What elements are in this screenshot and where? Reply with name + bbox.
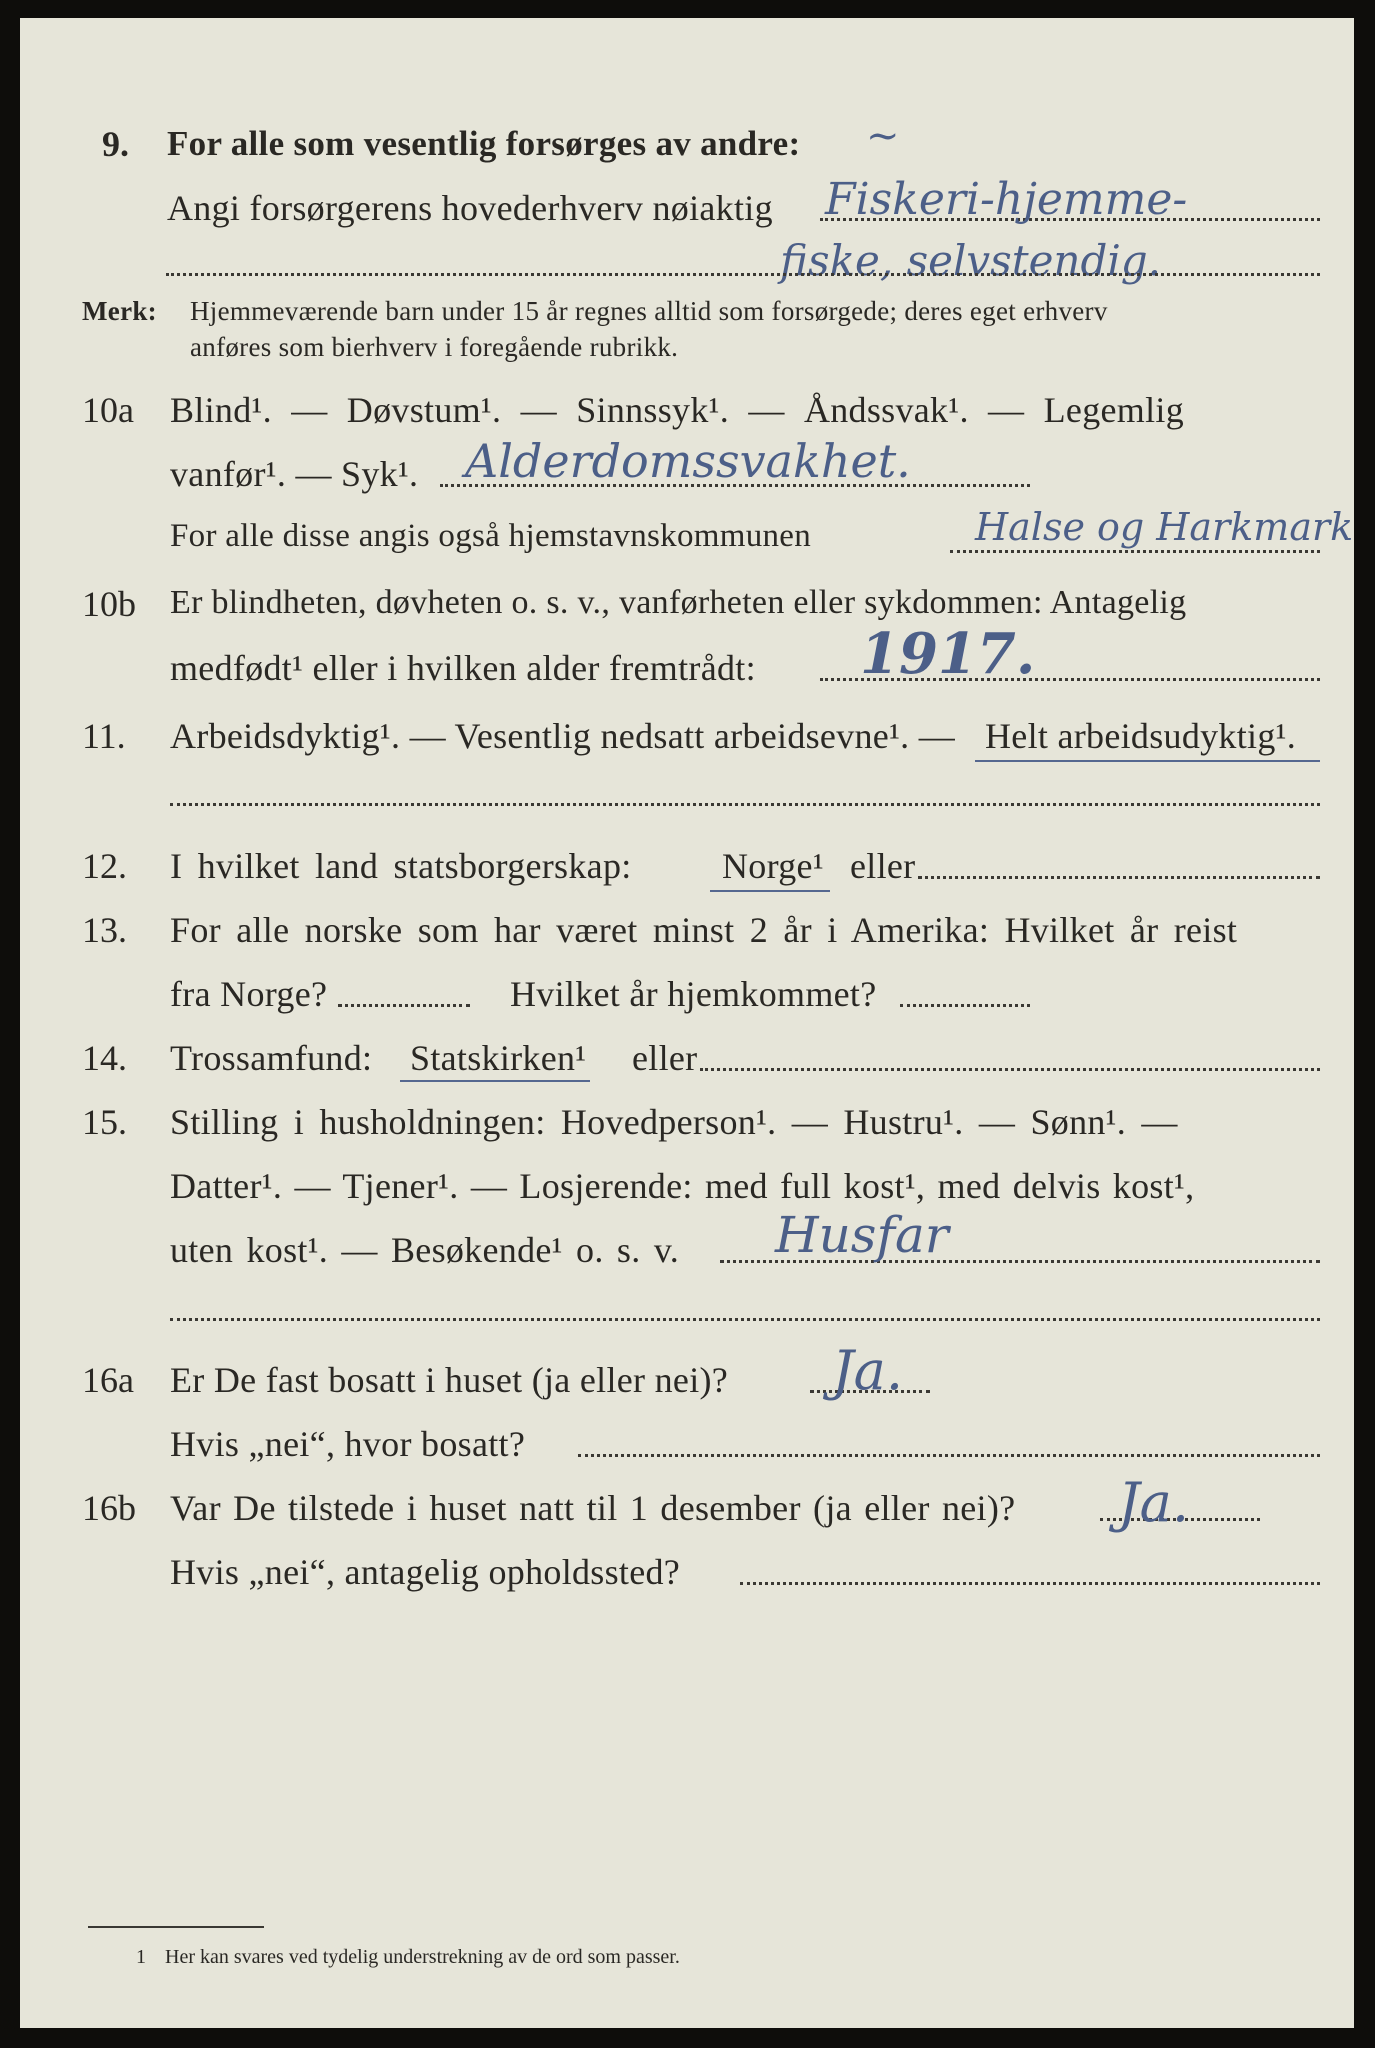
q9-number: 9. xyxy=(102,124,129,164)
merk-line1: Hjemmeværende barn under 15 år regnes alltid som forsørgede; deres eget erhverv xyxy=(190,296,1108,326)
q13-line2b: Hvilket år hjemkommet? xyxy=(510,974,877,1014)
q10b-line1: Er blindheten, døvheten o. s. v., vanførheten eller sykdommen: Antagelig xyxy=(170,584,1187,621)
q11-blank-dots xyxy=(170,803,1320,806)
q13-reist-dots xyxy=(338,1004,470,1007)
q16a-number: 16a xyxy=(82,1360,134,1400)
q16b-answer: Ja. xyxy=(1118,1471,1190,1534)
q16a-line1: Er De fast bosatt i huset (ja eller nei)? xyxy=(170,1360,729,1400)
q16b-line1: Var De tilstede i huset natt til 1 desember (ja eller nei)? xyxy=(170,1488,1016,1528)
q10a-answer1: Alderdomssvakhet. xyxy=(465,434,911,488)
q9-answer-line2-dots xyxy=(166,273,1320,276)
q12-suffix: eller xyxy=(850,846,916,886)
q10a-line3: For alle disse angis også hjemstavnskommunen xyxy=(170,518,812,554)
q14-prefix: Trossamfund: xyxy=(170,1038,373,1078)
footnote-mark: 1 xyxy=(136,1946,146,1968)
q10b-answer: 1917. xyxy=(860,621,1036,687)
census-form-page xyxy=(20,18,1354,2028)
q12-handwritten-underline xyxy=(710,890,830,892)
q15-answer: Husfar xyxy=(775,1206,949,1264)
q15-line3: uten kost¹. — Besøkende¹ o. s. v. xyxy=(170,1230,680,1270)
q14-suffix: eller xyxy=(632,1038,698,1078)
q12-prefix: I hvilket land statsborgerskap: xyxy=(170,846,632,886)
q10b-line2: medfødt¹ eller i hvilken alder fremtrådt: xyxy=(170,648,756,688)
q11-line1: Arbeidsdyktig¹. — Vesentlig nedsatt arbeidsevne¹. — xyxy=(170,716,956,756)
footnote-rule xyxy=(88,1926,264,1928)
q9-answer-line1: Fiskeri-hjemme- xyxy=(825,174,1188,225)
q12-underlined-option: Norge¹ xyxy=(722,846,824,886)
q13-line1: For alle norske som har været minst 2 år i Amerika: Hvilket år reist xyxy=(170,910,1238,950)
footnote-text: Her kan svares ved tydelig understrekning av de ord som passer. xyxy=(165,1946,680,1968)
q13-number: 13. xyxy=(82,910,127,950)
q10a-answer2-dots xyxy=(950,550,1320,553)
q9-dash-mark: ~ xyxy=(866,113,900,159)
q10a-line1: Blind¹. — Døvstum¹. — Sinnssyk¹. — Åndssvak¹. — Legemlig xyxy=(170,390,1184,430)
q15-line2: Datter¹. — Tjener¹. — Losjerende: med full kost¹, med delvis kost¹, xyxy=(170,1166,1195,1206)
merk-line2: anføres som bierhverv i foregående rubrikk. xyxy=(190,332,679,362)
q16b-line2: Hvis „nei“, antagelig opholdssted? xyxy=(170,1552,681,1592)
q12-answer-dots xyxy=(918,876,1320,879)
q9-line1: For alle som vesentlig forsørges av andre: xyxy=(167,124,801,163)
q11-underlined-option: Helt arbeidsudyktig¹. xyxy=(985,716,1297,756)
q16b-number: 16b xyxy=(82,1488,136,1528)
q15-line1: Stilling i husholdningen: Hovedperson¹. — Hustru¹. — Sønn¹. — xyxy=(170,1102,1178,1142)
q12-number: 12. xyxy=(82,846,127,886)
q13-hjemkommet-dots xyxy=(900,1004,1030,1007)
q10b-number: 10b xyxy=(82,584,136,624)
merk-label: Merk: xyxy=(82,296,157,326)
q14-answer-dots xyxy=(700,1068,1320,1071)
q14-underlined-option: Statskirken¹ xyxy=(410,1038,587,1078)
q10a-line2: vanfør¹. — Syk¹. xyxy=(170,454,419,494)
q15-blank-dots xyxy=(170,1318,1320,1321)
q14-number: 14. xyxy=(82,1038,127,1078)
q15-number: 15. xyxy=(82,1102,127,1142)
q16b-opholdssted-dots xyxy=(740,1582,1320,1585)
q10a-number: 10a xyxy=(82,390,134,430)
q16a-line2: Hvis „nei“, hvor bosatt? xyxy=(170,1424,526,1464)
q14-handwritten-underline xyxy=(400,1080,590,1082)
q9-line2: Angi forsørgerens hovederhverv nøiaktig xyxy=(167,188,773,228)
q11-handwritten-underline xyxy=(975,760,1320,762)
q10a-answer2: Halse og Harkmark xyxy=(975,505,1354,549)
q11-number: 11. xyxy=(82,716,126,756)
q13-line2a: fra Norge? xyxy=(170,974,328,1014)
q16a-bosatt-dots xyxy=(578,1454,1320,1457)
q16a-answer: Ja. xyxy=(832,1339,904,1402)
q9-answer-line2: fiske, selvstendig. xyxy=(780,236,1162,285)
